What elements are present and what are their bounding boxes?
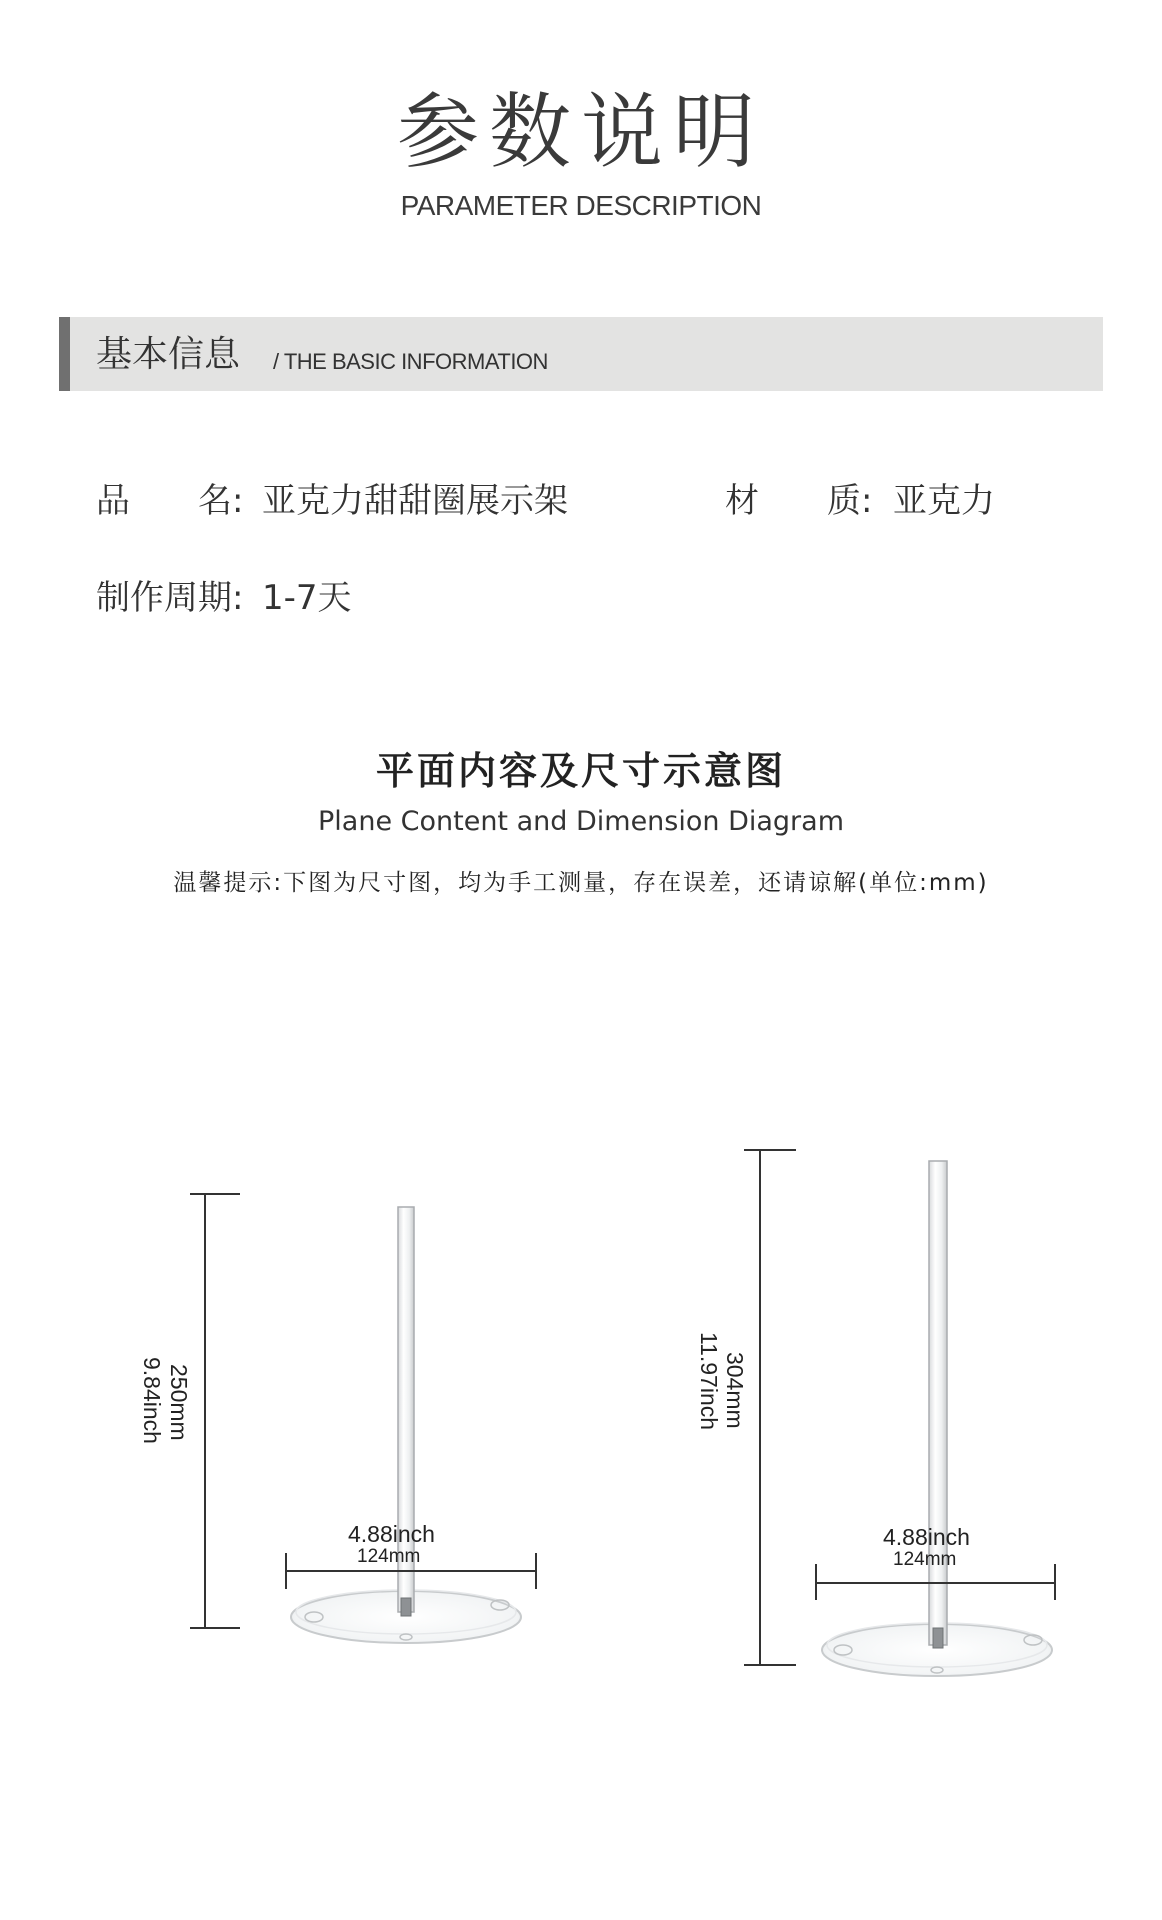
diagram-subtitle: Plane Content and Dimension Diagram [318, 806, 844, 837]
diagram-title: 平面内容及尺寸示意图 [375, 749, 786, 793]
diagram-note: 温馨提示:下图为尺寸图，均为手工测量，存在误差，还请谅解(单位:mm) [173, 870, 989, 896]
production-cycle-value: 1-7天 [262, 578, 352, 618]
product-1-illustration [190, 1194, 536, 1643]
product-2-width-mm: 124mm [893, 1549, 957, 1570]
product-2-height-inch: 11.97inch [696, 1332, 722, 1431]
page-title: 参数说明 [396, 85, 765, 180]
section-title: 基本信息 [96, 334, 241, 375]
product-2-rod [929, 1161, 947, 1645]
material-label: 材 质: [725, 481, 873, 521]
product-1-height-inch: 9.84inch [139, 1357, 165, 1444]
product-1-height-mm: 250mm [166, 1364, 192, 1441]
material-value: 亚克力 [893, 481, 995, 521]
product-1-width-mm: 124mm [357, 1546, 421, 1567]
section-subtitle: / THE BASIC INFORMATION [273, 349, 548, 374]
product-2-height-mm: 304mm [722, 1352, 748, 1429]
product-2-width-inch: 4.88inch [883, 1524, 970, 1550]
product-2-illustration [744, 1150, 1055, 1676]
product-name-label: 品 名: [96, 481, 244, 521]
production-cycle-label: 制作周期: [96, 578, 244, 618]
product-1-width-inch: 4.88inch [348, 1521, 435, 1547]
product-name-value: 亚克力甜甜圈展示架 [262, 481, 568, 521]
page-subtitle: PARAMETER DESCRIPTION [400, 190, 762, 221]
